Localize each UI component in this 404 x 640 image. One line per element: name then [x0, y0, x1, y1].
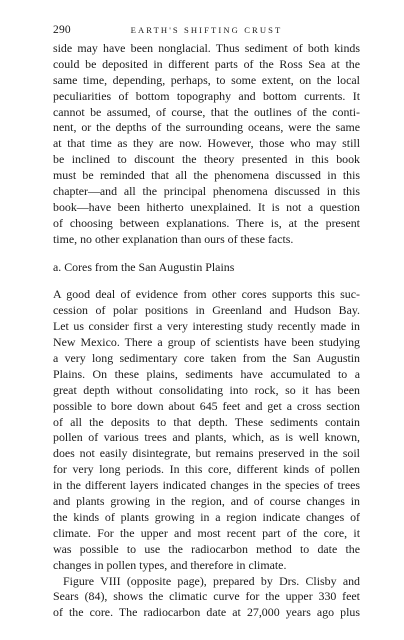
text-line: great depth without consolidating into rock, so it has been — [53, 382, 360, 397]
text-line: cession of polar positions in Greenland and Hudson Bay. — [53, 303, 360, 318]
text-line: peculiarities of bottom topography and bottom currents. It — [53, 88, 360, 103]
text-line: must be reminded that all the phenomena discussed in this — [53, 168, 360, 183]
text-line: of choosing between explanations. There is, at the present — [53, 215, 360, 230]
running-title: EARTH'S SHIFTING CRUST — [130, 25, 283, 35]
paragraph-1 — [53, 41, 360, 248]
text-line: cannot be assumed, of course, that the outlines of the conti- — [53, 104, 360, 119]
text-line: A good deal of evidence from other cores supports this suc- — [53, 287, 360, 302]
paragraph-spacer — [53, 275, 360, 287]
text-line: of all the deposits to that depth. These sediments contain — [53, 414, 360, 429]
text-line: and plants growing in the region, and of course changes in — [53, 494, 360, 509]
text-line: same time, depending, perhaps, to some extent, on the local — [53, 72, 360, 87]
text-line: New Mexico. There a group of scientists have been studying — [53, 335, 360, 350]
text-line: nent, or the depths of the surrounding oceans, were the same — [53, 120, 360, 135]
text-line: for very long periods. In this core, different kinds of pollen — [53, 462, 360, 477]
text-line: be inclined to discount the theory presented in this book — [53, 152, 360, 167]
text-line: changes in pollen types, and therefore in climate. — [53, 557, 287, 572]
section-heading: a. Cores from the San Augustin Plains — [53, 259, 235, 274]
running-head — [53, 23, 360, 37]
text-line: a very long sedimentary core taken from the San Augustin — [53, 351, 360, 366]
text-line: the kinds of plants growing in a region indicate changes of — [53, 509, 360, 524]
text-line: Figure VIII (opposite page), prepared by Drs. Clisby and — [63, 573, 360, 588]
paragraph-2 — [53, 287, 360, 573]
text-line: of the core. The radiocarbon date at 27,000 years ago plus — [53, 605, 360, 620]
text-line: Sears (84), shows the climatic curve for the upper 330 feet — [53, 589, 360, 604]
text-line: chapter—and all the principal phenomena discussed in this — [53, 184, 360, 199]
text-line: Plains. On these plains, sediments have accumulated to a — [53, 366, 360, 381]
text-line: Let us consider first a very interesting study recently made in — [53, 319, 360, 334]
text-line: possible to bore down about 645 feet and get a cross section — [53, 398, 360, 413]
paragraph-spacer — [53, 248, 360, 260]
text-line: was possible to use the radiocarbon method to date the — [53, 541, 360, 556]
text-line: side may have been nonglacial. Thus sediment of both kinds — [53, 41, 360, 55]
text-line: pollen of various trees and plants, which, as is well known, — [53, 430, 360, 445]
text-line: book—have been hitherto unexplained. It is not a question — [53, 199, 360, 214]
text-line: climate. For the upper and most recent part of the core, it — [53, 525, 360, 540]
text-line: does not easily disintegrate, but remains preserved in the soil — [53, 446, 360, 461]
text-line: could be deposited in different parts of the Ross Sea at the — [53, 56, 360, 71]
page-number: 290 — [53, 24, 71, 36]
text-line: at that time as they are now. However, those who may still — [53, 136, 360, 151]
body-text — [53, 41, 360, 621]
text-line: time, no other explanation than ours of these facts. — [53, 231, 294, 246]
paragraph-3 — [53, 574, 360, 622]
text-line: in the different layers indicated changes in the species of trees — [53, 478, 360, 493]
